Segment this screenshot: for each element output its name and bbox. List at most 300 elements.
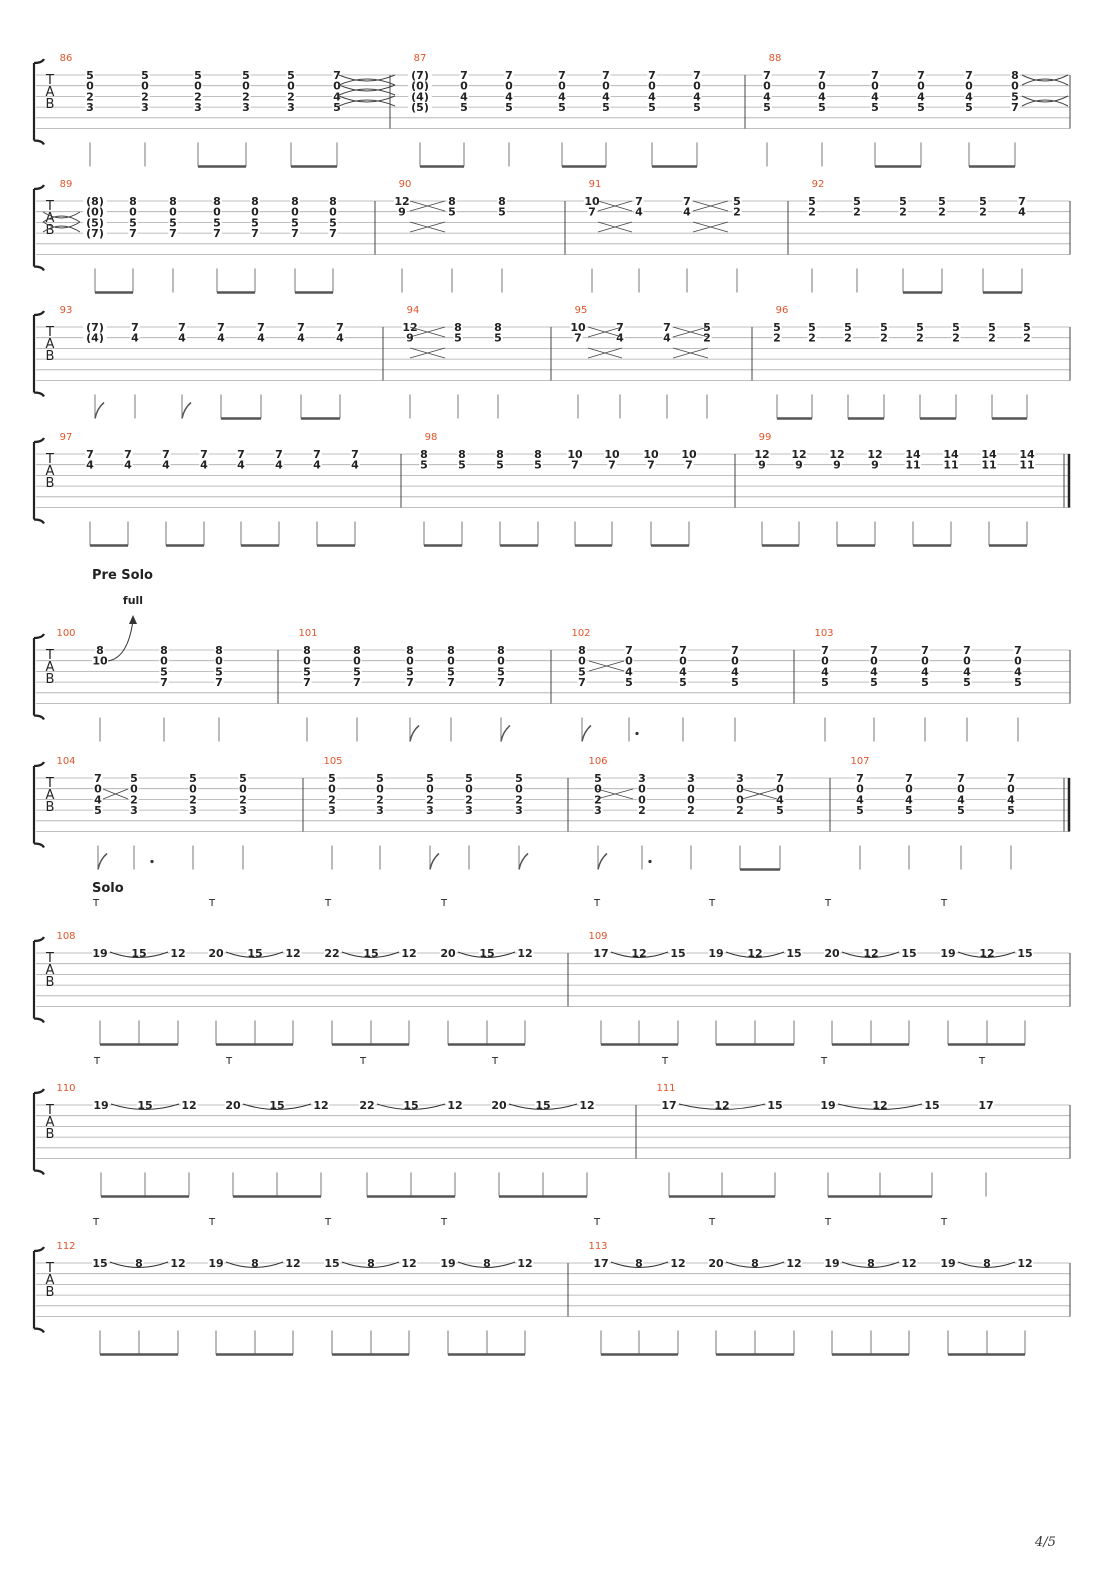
fret-number: 4 <box>963 665 971 679</box>
tie-arc <box>1022 75 1068 81</box>
fret-number: 5 <box>328 772 336 785</box>
tab-clef-letter: A <box>45 660 55 675</box>
fret-number: 4 <box>965 90 973 104</box>
fret-number: 15 <box>479 947 495 960</box>
fret-number: 10 <box>92 654 108 668</box>
fret-number: 4 <box>818 90 826 104</box>
bend-arrow-head <box>129 615 137 624</box>
fret-number: 4 <box>1018 205 1026 219</box>
fret-number: 0 <box>497 654 505 668</box>
measure-number: 86 <box>59 53 73 64</box>
tab-clef-letter: B <box>45 975 55 990</box>
fret-number: 11 <box>1019 458 1035 472</box>
fret-number: 8 <box>291 195 299 208</box>
slide-cross <box>103 789 128 799</box>
fret-number: 10 <box>584 195 600 208</box>
tap-marker: T <box>324 898 332 909</box>
fret-number: 2 <box>687 804 695 818</box>
tap-marker: T <box>824 1217 832 1228</box>
fret-number: 7 <box>1018 195 1026 208</box>
fret-number: 2 <box>952 331 960 345</box>
fret-number: 7 <box>336 321 344 334</box>
fret-number: 12 <box>901 1257 917 1270</box>
fret-number: 15 <box>924 1099 940 1112</box>
fret-number: 8 <box>406 644 414 657</box>
fret-number: 2 <box>376 793 384 807</box>
fret-number: 10 <box>643 448 659 461</box>
fret-number: 4 <box>776 793 784 807</box>
measure-number: 87 <box>413 53 427 64</box>
fret-number: 15 <box>324 1257 340 1270</box>
measure-number: 110 <box>56 1083 76 1094</box>
fret-number: 5 <box>329 216 337 230</box>
fret-number: 15 <box>247 947 263 960</box>
tab-clef-letter: A <box>45 788 55 803</box>
fret-number: 5 <box>333 101 341 115</box>
fret-number: 5 <box>594 772 602 785</box>
fret-number: 0 <box>679 654 687 668</box>
fret-number: 17 <box>593 947 609 960</box>
fret-number: 12 <box>863 947 879 960</box>
fret-number: 7 <box>497 676 505 690</box>
measure-number: 104 <box>56 756 76 767</box>
fret-number: 5 <box>625 676 633 690</box>
fret-number: 8 <box>578 644 586 657</box>
fret-number: 15 <box>363 947 379 960</box>
fret-number: 15 <box>670 947 686 960</box>
fret-number: 7 <box>871 69 879 82</box>
fret-number: 20 <box>225 1099 241 1112</box>
fret-number: 0 <box>638 793 646 807</box>
fret-number: 9 <box>871 458 879 472</box>
fret-number: 5 <box>899 195 907 208</box>
fret-number: 4 <box>917 90 925 104</box>
fret-number: (5) <box>411 101 429 115</box>
fret-number: 0 <box>821 654 829 668</box>
measure-number: 109 <box>588 931 608 942</box>
dot-mark <box>648 860 651 863</box>
fret-number: 5 <box>558 101 566 115</box>
fret-number: 2 <box>141 90 149 104</box>
slide-cross <box>410 222 445 232</box>
fret-number: 11 <box>905 458 921 472</box>
fret-number: 2 <box>465 793 473 807</box>
slide-cross <box>588 348 622 358</box>
fret-number: 7 <box>406 676 414 690</box>
fret-number: 4 <box>297 331 305 345</box>
slide-cross <box>693 201 728 211</box>
fret-number: 0 <box>242 79 250 93</box>
measure-number: 98 <box>424 432 438 443</box>
fret-number: 4 <box>94 793 102 807</box>
fret-number: 5 <box>94 804 102 818</box>
tap-marker: T <box>208 898 216 909</box>
section-label-solo: Solo <box>92 881 124 896</box>
fret-number: 5 <box>979 195 987 208</box>
fret-number: 4 <box>460 90 468 104</box>
fret-number: 5 <box>693 101 701 115</box>
fret-number: 0 <box>194 79 202 93</box>
fret-number: 4 <box>313 458 321 472</box>
tab-clef-letter: B <box>45 476 55 491</box>
fret-number: 0 <box>505 79 513 93</box>
fret-number: 0 <box>963 654 971 668</box>
fret-number: 5 <box>497 665 505 679</box>
fret-number: 2 <box>988 331 996 345</box>
fret-number: 5 <box>189 772 197 785</box>
tap-marker: T <box>92 898 100 909</box>
fret-number: 5 <box>534 458 542 472</box>
fret-number: 5 <box>86 69 94 82</box>
fret-number: 5 <box>703 321 711 334</box>
tie-arc <box>339 75 395 81</box>
system-bracket <box>34 1089 44 1175</box>
fret-number: 3 <box>194 101 202 115</box>
fret-number: 5 <box>880 321 888 334</box>
fret-number: 19 <box>92 947 108 960</box>
fret-number: 5 <box>921 676 929 690</box>
fret-number: 8 <box>497 644 505 657</box>
fret-number: 12 <box>394 195 410 208</box>
fret-number: 0 <box>1011 79 1019 93</box>
fret-number: 0 <box>1014 654 1022 668</box>
fret-number: 4 <box>871 90 879 104</box>
fret-number: 5 <box>141 69 149 82</box>
tap-marker: T <box>440 1217 448 1228</box>
system-bracket <box>34 185 44 271</box>
tab-clef-letter: T <box>46 648 54 663</box>
fret-number: 0 <box>465 782 473 796</box>
fret-number: 2 <box>773 331 781 345</box>
fret-number: 7 <box>625 644 633 657</box>
fret-number: 7 <box>329 227 337 241</box>
fret-number: 7 <box>131 321 139 334</box>
fret-number: 7 <box>821 644 829 657</box>
fret-number: 12 <box>402 321 418 334</box>
fret-number: 5 <box>458 458 466 472</box>
tap-marker: T <box>93 1056 101 1067</box>
fret-number: 15 <box>269 1099 285 1112</box>
fret-number: 3 <box>130 804 138 818</box>
fret-number: 0 <box>602 79 610 93</box>
fret-number: 5 <box>905 804 913 818</box>
tab-clef-letter: A <box>45 211 55 226</box>
fret-number: 8 <box>983 1257 991 1270</box>
measure-number: 99 <box>758 432 772 443</box>
fret-number: 15 <box>786 947 802 960</box>
fret-number: 12 <box>747 947 763 960</box>
fret-number: 0 <box>763 79 771 93</box>
fret-number: 4 <box>336 331 344 345</box>
fret-number: 5 <box>821 676 829 690</box>
fret-number: 0 <box>638 782 646 796</box>
fret-number: 8 <box>213 195 221 208</box>
fret-number: 2 <box>733 205 741 219</box>
fret-number: 7 <box>213 227 221 241</box>
fret-number: 0 <box>189 782 197 796</box>
fret-number: 8 <box>169 195 177 208</box>
fret-number: 2 <box>979 205 987 219</box>
tie-arc <box>339 100 395 106</box>
fret-number: 8 <box>251 195 259 208</box>
measure-number: 100 <box>56 628 76 639</box>
fret-number: 0 <box>129 205 137 219</box>
fret-number: 0 <box>460 79 468 93</box>
fret-number: 7 <box>905 772 913 785</box>
fret-number: 20 <box>208 947 224 960</box>
eighth-flag <box>410 726 419 742</box>
fret-number: 7 <box>608 458 616 472</box>
fret-number: 7 <box>647 458 655 472</box>
fret-number: 10 <box>570 321 586 334</box>
fret-number: 14 <box>981 448 997 461</box>
fret-number: 0 <box>213 205 221 219</box>
fret-number: 9 <box>406 331 414 345</box>
fret-number: 7 <box>94 772 102 785</box>
fret-number: 15 <box>92 1257 108 1270</box>
fret-number: 4 <box>648 90 656 104</box>
fret-number: 0 <box>94 782 102 796</box>
measure-number: 111 <box>656 1083 676 1094</box>
tab-system <box>34 634 1070 742</box>
tap-marker: T <box>820 1056 828 1067</box>
tab-clef-letter: T <box>46 199 54 214</box>
fret-number: 0 <box>141 79 149 93</box>
fret-number: 0 <box>353 654 361 668</box>
slide-cross <box>693 222 728 232</box>
fret-number: 5 <box>818 101 826 115</box>
bend-full-label: full <box>122 594 144 607</box>
fret-number: 5 <box>426 772 434 785</box>
fret-number: 5 <box>213 216 221 230</box>
fret-number: 12 <box>1017 1257 1033 1270</box>
fret-number: 2 <box>808 331 816 345</box>
fret-number: 5 <box>733 195 741 208</box>
fret-number: 7 <box>917 69 925 82</box>
fret-number: 5 <box>498 205 506 219</box>
fret-number: 3 <box>736 772 744 785</box>
tab-clef-letter: B <box>45 1285 55 1300</box>
fret-number: 8 <box>447 644 455 657</box>
fret-number: 0 <box>329 205 337 219</box>
fret-number: 2 <box>844 331 852 345</box>
fret-number: 5 <box>447 665 455 679</box>
fret-number: 2 <box>86 90 94 104</box>
fret-number: 0 <box>239 782 247 796</box>
fret-number: 5 <box>963 676 971 690</box>
fret-number: 0 <box>871 79 879 93</box>
fret-number: 17 <box>661 1099 677 1112</box>
tab-clef-letter: A <box>45 85 55 100</box>
fret-number: 4 <box>616 331 624 345</box>
measure-number: 102 <box>571 628 591 639</box>
fret-number: 2 <box>736 804 744 818</box>
fret-number: 8 <box>251 1257 259 1270</box>
tab-system <box>34 311 1070 419</box>
fret-number: 19 <box>940 947 956 960</box>
fret-number: 2 <box>916 331 924 345</box>
fret-number: 10 <box>681 448 697 461</box>
fret-number: 7 <box>1007 772 1015 785</box>
tab-clef-letter: B <box>45 672 55 687</box>
fret-number: 0 <box>856 782 864 796</box>
fret-number: 4 <box>731 665 739 679</box>
fret-number: 7 <box>693 69 701 82</box>
fret-number: 2 <box>808 205 816 219</box>
fret-number: 7 <box>169 227 177 241</box>
fret-number: 4 <box>237 458 245 472</box>
eighth-flag <box>519 854 528 870</box>
fret-number: 7 <box>685 458 693 472</box>
system-bracket <box>34 762 44 848</box>
tap-marker: T <box>92 1217 100 1228</box>
fret-number: 7 <box>275 448 283 461</box>
fret-number: 19 <box>940 1257 956 1270</box>
fret-number: 7 <box>957 772 965 785</box>
fret-number: 7 <box>635 195 643 208</box>
fret-number: 7 <box>160 676 168 690</box>
fret-number: 12 <box>979 947 995 960</box>
eighth-flag <box>182 403 191 419</box>
slide-cross <box>742 789 777 799</box>
fret-number: 20 <box>708 1257 724 1270</box>
fret-number: 8 <box>129 195 137 208</box>
fret-number: 2 <box>853 205 861 219</box>
fret-number: 12 <box>170 1257 186 1270</box>
slide-cross <box>410 348 445 358</box>
eighth-flag <box>598 854 607 870</box>
tab-clef-letter: A <box>45 464 55 479</box>
tab-clef-letter: B <box>45 97 55 112</box>
fret-number: 8 <box>353 644 361 657</box>
fret-number: 7 <box>648 69 656 82</box>
fret-number: 5 <box>215 665 223 679</box>
fret-number: 5 <box>957 804 965 818</box>
fret-number: 12 <box>872 1099 888 1112</box>
fret-number: 7 <box>178 321 186 334</box>
fret-number: 5 <box>773 321 781 334</box>
tab-clef-letter: A <box>45 1273 55 1288</box>
fret-number: 12 <box>447 1099 463 1112</box>
fret-number: 8 <box>367 1257 375 1270</box>
tie-arc <box>1022 100 1068 106</box>
fret-number: 8 <box>494 321 502 334</box>
fret-number: 7 <box>200 448 208 461</box>
fret-number: 0 <box>776 782 784 796</box>
fret-number: 7 <box>333 69 341 82</box>
fret-number: 7 <box>129 227 137 241</box>
fret-number: 0 <box>578 654 586 668</box>
fret-number: 7 <box>571 458 579 472</box>
fret-number: 10 <box>604 448 620 461</box>
measure-number: 106 <box>588 756 608 767</box>
fret-number: 15 <box>403 1099 419 1112</box>
fret-number: 4 <box>124 458 132 472</box>
system-bracket <box>34 937 44 1023</box>
tab-clef-letter: B <box>45 349 55 364</box>
fret-number: 4 <box>1014 665 1022 679</box>
fret-number: 5 <box>160 665 168 679</box>
fret-number: 4 <box>217 331 225 345</box>
fret-number: 5 <box>129 216 137 230</box>
fret-number: 7 <box>558 69 566 82</box>
fret-number: 5 <box>496 458 504 472</box>
measure-number: 88 <box>768 53 782 64</box>
fret-number: 3 <box>287 101 295 115</box>
fret-number: 7 <box>313 448 321 461</box>
fret-number: 5 <box>1023 321 1031 334</box>
tap-marker: T <box>359 1056 367 1067</box>
measure-number: 97 <box>59 432 73 443</box>
fret-number: 7 <box>124 448 132 461</box>
fret-number: 8 <box>635 1257 643 1270</box>
system-bracket <box>34 59 44 145</box>
fret-number: 0 <box>818 79 826 93</box>
fret-number: 0 <box>965 79 973 93</box>
fret-number: 3 <box>465 804 473 818</box>
fret-number: 7 <box>291 227 299 241</box>
fret-number: 0 <box>625 654 633 668</box>
slide-cross <box>597 789 633 799</box>
system-bracket <box>34 634 44 720</box>
fret-number: 5 <box>1014 676 1022 690</box>
fret-number: 12 <box>714 1099 730 1112</box>
fret-number: 0 <box>870 654 878 668</box>
fret-number: 12 <box>401 947 417 960</box>
tap-marker: T <box>440 898 448 909</box>
fret-number: 5 <box>460 101 468 115</box>
fret-number: 8 <box>483 1257 491 1270</box>
fret-number: 0 <box>687 793 695 807</box>
fret-number: 7 <box>578 676 586 690</box>
fret-number: 7 <box>1011 101 1019 115</box>
fret-number: 5 <box>448 205 456 219</box>
slide-cross <box>410 201 445 211</box>
fret-number: 4 <box>178 331 186 345</box>
fret-number: 5 <box>291 216 299 230</box>
eighth-flag <box>430 854 439 870</box>
fret-number: 8 <box>135 1257 143 1270</box>
fret-number: 2 <box>242 90 250 104</box>
fret-number: 7 <box>217 321 225 334</box>
fret-number: 7 <box>870 644 878 657</box>
fret-number: 0 <box>693 79 701 93</box>
fret-number: 3 <box>515 804 523 818</box>
tap-marker: T <box>593 1217 601 1228</box>
bend-curve <box>108 620 133 661</box>
dot-mark <box>150 860 153 863</box>
fret-number: 2 <box>703 331 711 345</box>
fret-number: 17 <box>593 1257 609 1270</box>
fret-number: 4 <box>821 665 829 679</box>
measure-number: 113 <box>588 1241 608 1252</box>
tab-clef-letter: B <box>45 800 55 815</box>
system-bracket <box>34 1247 44 1333</box>
fret-number: 5 <box>287 69 295 82</box>
fret-number: 4 <box>351 458 359 472</box>
fret-number: 2 <box>638 804 646 818</box>
fret-number: 8 <box>448 195 456 208</box>
fret-number: 2 <box>880 331 888 345</box>
fret-number: 5 <box>465 772 473 785</box>
fret-number: 8 <box>751 1257 759 1270</box>
fret-number: 8 <box>454 321 462 334</box>
fret-number: 0 <box>215 654 223 668</box>
fret-number: 7 <box>1014 644 1022 657</box>
fret-number: 19 <box>93 1099 109 1112</box>
fret-number: 12 <box>313 1099 329 1112</box>
eighth-flag <box>501 726 510 742</box>
